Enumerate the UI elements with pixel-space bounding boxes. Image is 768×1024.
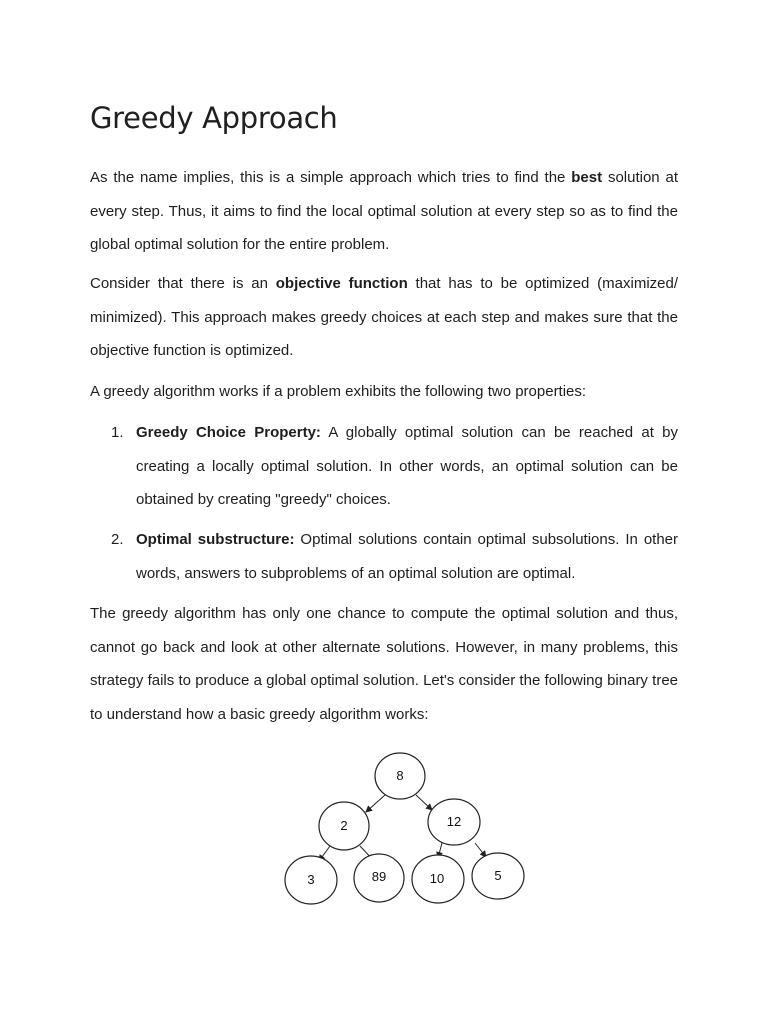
list-text: Optimal solutions contain optimal subsolutions. In other words, answers to subproblems of an optimal solution are optimal. — [136, 531, 679, 582]
list-number: 2. — [111, 531, 124, 548]
properties-intro: A greedy algorithm works if a problem exhibits the following two properties: — [90, 383, 587, 400]
node-label-left-right: 89 — [371, 869, 387, 884]
intro-text-c: solution at every step. Thus, it aims to find the local optimal solution at every step so as to find the global optimal solution for the entire problem. — [90, 169, 679, 253]
node-label-right-left: 10 — [429, 871, 445, 886]
list-text: A globally optimal solution can be reached at by creating a locally optimal solution. In other words, an optimal solution can be obtained by creating "greedy" choices. — [136, 424, 678, 508]
node-label-right: 12 — [446, 814, 462, 829]
list-term: Greedy Choice Property: — [136, 424, 321, 441]
edge-root-left — [366, 795, 385, 812]
node-label-left: 2 — [340, 818, 348, 833]
edge-root-right — [416, 795, 432, 810]
node-label-left-left: 3 — [307, 872, 315, 887]
objective-bold-term: objective function — [275, 275, 408, 292]
list-term: Optimal substructure: — [136, 531, 295, 548]
page-title: Greedy Approach — [90, 101, 338, 135]
objective-text-c: that has to be optimized (maximized/ minimized). This approach makes greedy choices at each step and makes sure that the objective function is optimized. — [90, 275, 678, 359]
node-label-root: 8 — [396, 768, 404, 783]
intro-text-a: As the name implies, this is a simple approach which tries to find the — [90, 169, 572, 186]
intro-bold-best: best — [571, 169, 603, 186]
list-number: 1. — [111, 424, 124, 441]
edge-right-rightright — [475, 843, 486, 857]
node-label-right-right: 5 — [494, 868, 502, 883]
objective-text-a: Consider that there is an — [90, 275, 276, 292]
closing-paragraph: The greedy algorithm has only one chance to compute the optimal solution and thus, cannot go back and look at other alternate solutions. However, in many problems, this strategy fails to produce a global optimal solution. Let's consider the following binary tree to understand how a basic greedy algorithm works: — [90, 605, 678, 723]
